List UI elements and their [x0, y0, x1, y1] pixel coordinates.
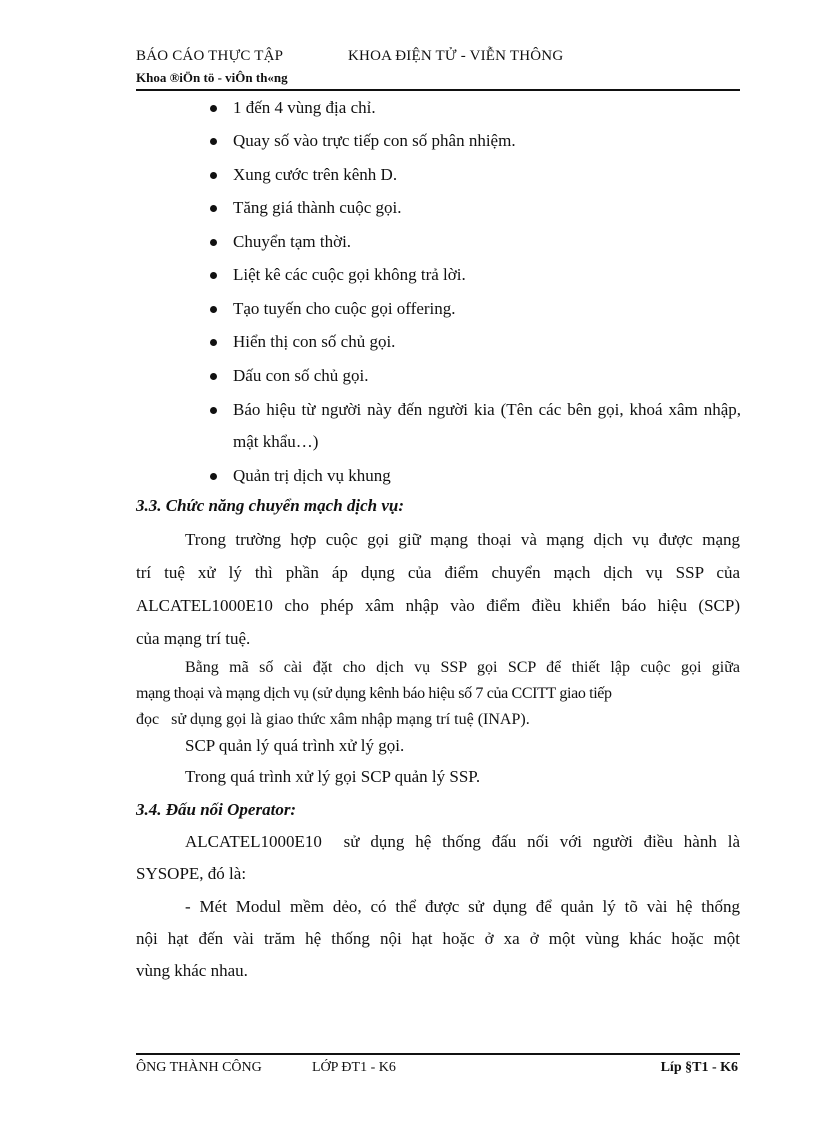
bullet-dot-icon — [210, 239, 217, 246]
list-item-text: Tăng giá thành cuộc gọi. — [233, 198, 402, 217]
list-item-text: Chuyển tạm thời. — [233, 232, 352, 251]
footer-class-legacy: Líp §T1 - K6 — [660, 1060, 738, 1075]
footer-divider — [136, 1053, 740, 1055]
bullet-dot-icon — [210, 205, 217, 212]
paragraph-line: SCP quản lý quá trình xử lý gọi. — [185, 736, 405, 755]
header-subtitle: Khoa ®iÖn tö - viÔn th«ng — [136, 70, 288, 85]
page-header — [136, 48, 740, 88]
list-item-text: Hiển thị con số chủ gọi. — [233, 332, 396, 351]
header-faculty-title: KHOA ĐIỆN TỬ - VIỄN THÔNG — [348, 48, 564, 64]
bullet-dot-icon — [210, 105, 217, 112]
bullet-dot-icon — [210, 407, 217, 414]
bullet-dot-icon — [210, 172, 217, 179]
bullet-dot-icon — [210, 373, 217, 380]
paragraph-line: ALCATEL1000E10 cho phép xâm nhập vào điểm điều khiển báo hiệu (SCP) — [136, 596, 740, 615]
paragraph-line: Trong trường hợp cuộc gọi giữ mạng thoại và mạng dịch vụ được mạng — [185, 530, 740, 549]
bullet-dot-icon — [210, 339, 217, 346]
list-item-text: Quay số vào trực tiếp con số phân nhiệm. — [233, 131, 516, 150]
list-item-text: Xung cước trên kênh D. — [233, 165, 398, 184]
list-item-text: Dấu con số chủ gọi. — [233, 366, 369, 385]
list-item-text: 1 đến 4 vùng địa chỉ. — [233, 98, 376, 117]
paragraph-line: đọc sử dụng gọi là giao thức xâm nhập mạng trí tuệ (INAP). — [136, 711, 530, 728]
section-heading-3-4: 3.4. Đấu nối Operator: — [136, 800, 297, 819]
paragraph-line: mạng thoại và mạng dịch vụ (sử dụng kênh báo hiệu số 7 của CCITT giao tiếp — [136, 685, 612, 702]
paragraph-line: Trong quá trình xử lý gọi SCP quản lý SSP. — [185, 767, 481, 786]
list-item-text: Liệt kê các cuộc gọi không trả lời. — [233, 265, 466, 284]
header-report-title: BÁO CÁO THỰC TẬP — [136, 48, 284, 64]
bullet-dot-icon — [210, 272, 217, 279]
list-item-text: Báo hiệu từ người này đến người kia (Tên các bên gọi, khoá xâm nhập, mật khẩu…) — [233, 400, 741, 451]
footer-class: LỚP ĐT1 - K6 — [312, 1060, 396, 1075]
footer-author: ÔNG THÀNH CÔNG — [136, 1060, 262, 1075]
paragraph-line: - Mét Modul mềm dẻo, có thể được sử dụng để quản lý tõ vài hệ thống — [185, 897, 740, 916]
list-item-text: Quản trị dịch vụ khung — [233, 466, 391, 485]
paragraph-line: vùng khác nhau. — [136, 961, 248, 980]
list-item-text: Tạo tuyến cho cuộc gọi offering. — [233, 299, 456, 318]
bullet-dot-icon — [210, 306, 217, 313]
paragraph-line: của mạng trí tuệ. — [136, 629, 251, 648]
section-heading-3-3: 3.3. Chức năng chuyển mạch dịch vụ: — [136, 496, 405, 515]
bullet-dot-icon — [210, 138, 217, 145]
bullet-dot-icon — [210, 473, 217, 480]
page-footer — [136, 1060, 740, 1080]
paragraph-line: SYSOPE, đó là: — [136, 864, 247, 883]
paragraph-line: Bằng mã số cài đặt cho dịch vụ SSP gọi SCP để thiết lập cuộc gọi giữa — [185, 659, 740, 676]
header-divider — [136, 89, 740, 91]
paragraph-line: nội hạt đến vài trăm hệ thống nội hạt hoặc ở xa ở một vùng khác hoặc một — [136, 929, 740, 948]
paragraph-line: trí tuệ xử lý thì phần áp dụng của điểm chuyển mạch dịch vụ SSP của — [136, 563, 740, 582]
paragraph-line: ALCATEL1000E10 sử dụng hệ thống đấu nối với người điều hành là — [185, 832, 740, 851]
